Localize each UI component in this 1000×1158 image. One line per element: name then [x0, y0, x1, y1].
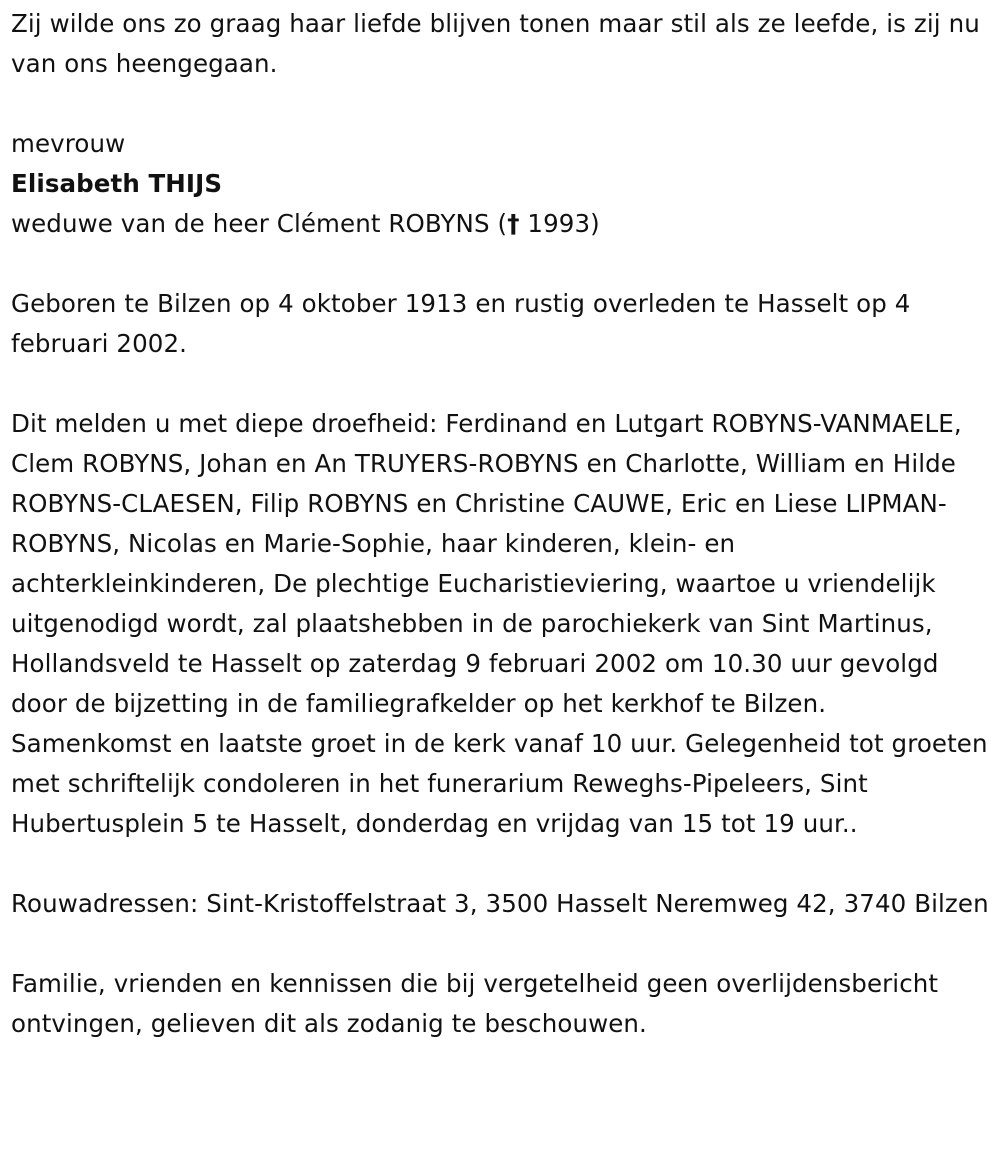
cross-icon: †	[507, 209, 520, 238]
deceased-name: Elisabeth THIJS	[11, 169, 223, 198]
spacer	[11, 364, 993, 404]
spouse-suffix: 1993)	[519, 209, 600, 238]
spouse-prefix: weduwe van de heer Clément ROBYNS (	[11, 209, 508, 238]
honorific: mevrouw	[11, 129, 126, 158]
closing-text: Familie, vrienden en kennissen die bij vergetelheid geen overlijdensbericht ontvingen, gelieven dit als zodanig te beschouwen.	[11, 969, 939, 1038]
spouse-line	[11, 204, 993, 244]
death-notice	[11, 4, 993, 1044]
birth-death-text: Geboren te Bilzen op 4 oktober 1913 en rustig overleden te Hasselt op 4 februari 2002.	[11, 289, 911, 358]
spacer	[11, 84, 993, 124]
spacer	[11, 844, 993, 884]
intro-text: Zij wilde ons zo graag haar liefde blijven tonen maar stil als ze leefde, is zij nu van ons heengegaan.	[11, 9, 980, 78]
spacer	[11, 924, 993, 964]
announcement-text: Dit melden u met diepe droefheid: Ferdinand en Lutgart ROBYNS-VANMAELE, Clem ROBYNS, Johan en An TRUYERS-ROBYNS en Charlotte, William en Hilde ROBYNS-CLAESEN, Filip ROBYNS en Christine CAUWE, Eric en Liese LIPMAN-ROBYNS, Nicolas en Marie-Sophie, haar kinderen, klein- en achterkleinkinderen, De plechtige Eucharistieviering, waartoe u vriendelijk uitgenodigd wordt, zal plaatshebben in de parochiekerk van Sint Martinus, Hollandsveld te Hasselt op zaterdag 9 februari 2002 om 10.30 uur gevolgd door de bijzetting in de familiegrafkelder op het kerkhof te Bilzen. Samenkomst en laatste groet in de kerk vanaf 10 uur. Gelegenheid tot groeten met schriftelijk condoleren in het funerarium Reweghs-Pipeleers, Sint Hubertusplein 5 te Hasselt, donderdag en vrijdag van 15 tot 19 uur..	[11, 409, 988, 838]
spacer	[11, 244, 993, 284]
addresses-text: Rouwadressen: Sint-Kristoffelstraat 3, 3500 Hasselt Neremweg 42, 3740 Bilzen	[11, 889, 989, 918]
